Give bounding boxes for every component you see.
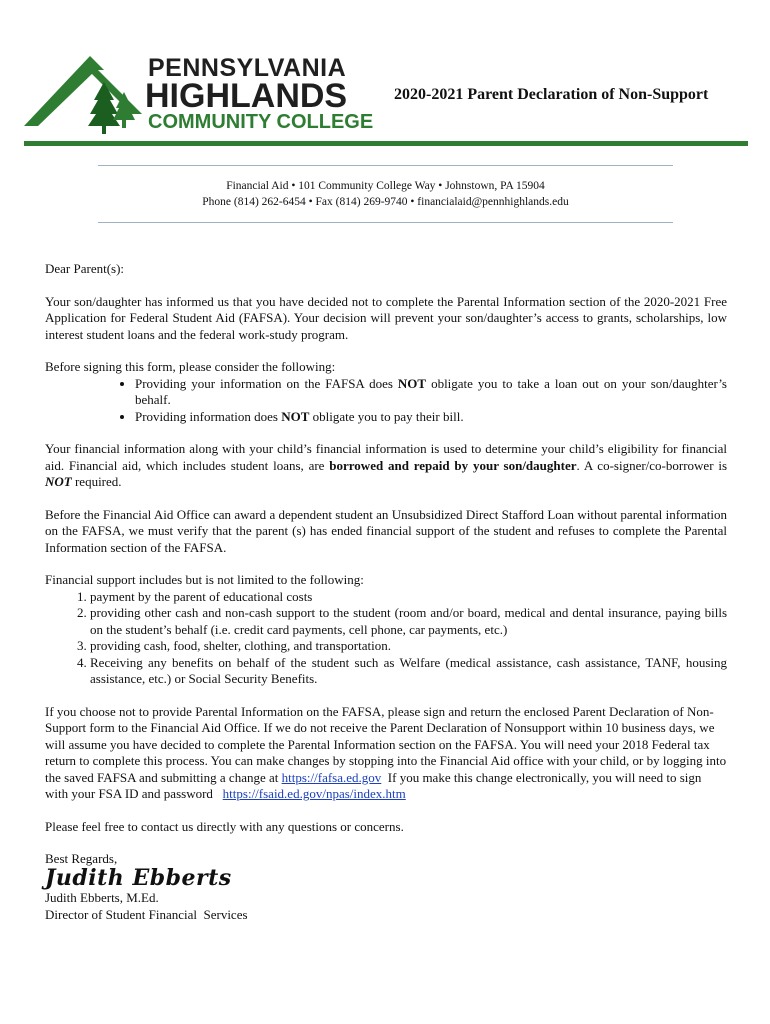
- support-item: 2. providing other cash and non-cash support to the student (room and/or board, medical and dental insurance, paying bills on the student’s behalf (i.e. credit card payments, cell phone, car payments, etc.): [90, 605, 727, 638]
- intro-paragraph: Your son/daughter has informed us that you have decided not to complete the Parental Information section of the 2020-2021 Free Application for Federal Student Aid (FAFSA). Your decision will prevent your son/daughter’s access to grants, scholarships, low interest student loans and the federal work-study program.: [45, 293, 727, 342]
- fafsa-link[interactable]: https://fafsa.ed.gov: [281, 769, 382, 785]
- contact-address: Financial Aid • 101 Community College Way • Johnstown, PA 15904: [226, 180, 545, 192]
- logo-line-highlands: HIGHLANDS: [145, 77, 348, 115]
- contact-us-paragraph: Please feel free to contact us directly with any questions or concerns.: [45, 818, 404, 834]
- letter-body: [45, 261, 727, 923]
- financial-info-paragraph: Your financial information along with your child’s financial information is used to determine your child’s eligibility for financial aid. Financial aid, which includes student loans, are borrowed and repaid by your son/daughter. A co-signer/co-borrower is NOT required.: [45, 441, 728, 489]
- instructions-paragraph: If you choose not to provide Parental Information on the FAFSA, please sign and return the enclosed Parent Declaration of Non-Support form to the Financial Aid Office. If we do not receive the Parent Declaration of Nonsupport within 10 business days, we will assume you have decided to complete the Parental Information section on the FAFSA. You will need your 2018 Federal tax return to complete this process. You can make changes by stopping into the Financial Aid office with your child, or by logging into the saved FAFSA and submitting a change at https://fafsa.ed.gov If you make this change electronically, you will need to sign with your FSA ID and password https://fsaid.ed.gov/npas/index.htm: [45, 703, 727, 801]
- closing: Best Regards,: [45, 851, 118, 866]
- signer-title: Director of Student Financial Services: [45, 906, 248, 922]
- logo-line-pennsylvania: PENNSYLVANIA: [148, 54, 347, 82]
- support-item: 4. Receiving any benefits on behalf of the student such as Welfare (medical assistance, cash assistance, TANF, housing assistance, etc.) or Social Security Benefits.: [90, 655, 727, 688]
- fsaid-link[interactable]: https://fsaid.ed.gov/npas/index.htm: [222, 786, 406, 801]
- signature: Judith Ebberts: [45, 864, 232, 891]
- logo-line-community-college: COMMUNITY COLLEGE: [148, 111, 374, 133]
- contact-bottom-rule: [98, 222, 673, 223]
- consider-item: • Providing information does NOT obligate you to pay their bill.: [135, 409, 727, 426]
- support-intro: Financial support includes but is not limited to the following:: [45, 572, 364, 587]
- support-list: [45, 589, 727, 688]
- support-item: 3. providing cash, food, shelter, clothing, and transportation.: [90, 638, 727, 655]
- verification-paragraph: Before the Financial Aid Office can award a dependent student an Unsubsidized Direct Stafford Loan without parental information on the FAFSA, we must verify that the parent (s) has ended financial support of the student and refuses to complete the Parental Information section of the FAFSA.: [45, 506, 727, 555]
- contact-top-rule: [98, 165, 673, 166]
- mountain-tree-logo-icon: [24, 52, 148, 136]
- consider-list: [45, 376, 727, 426]
- signer-name: Judith Ebberts, M.Ed.: [45, 890, 159, 905]
- college-logo: [24, 52, 384, 136]
- header-divider: [24, 141, 748, 146]
- salutation: Dear Parent(s):: [45, 261, 125, 276]
- consider-intro: Before signing this form, please consider the following:: [45, 359, 336, 374]
- contact-phone-fax-email: Phone (814) 262-6454 • Fax (814) 269-9740 • financialaid@pennhighlands.edu: [202, 196, 569, 208]
- support-item: 1. payment by the parent of educational costs: [90, 589, 727, 606]
- consider-item: • Providing your information on the FAFSA does NOT obligate you to take a loan out on your son/daughter’s behalf.: [135, 376, 727, 409]
- document-title: 2020-2021 Parent Declaration of Non-Support: [394, 86, 709, 103]
